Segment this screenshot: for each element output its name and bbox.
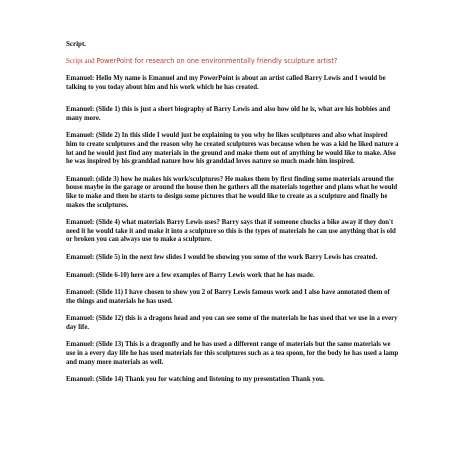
script-paragraph: Emanuel: (Slide 13) This is a dragonfly and he has used a different range of materials but the same materials we use in a every day life he has used materials for this sculptures such as a tea spoon, for the body he has used a lamp and many more materials as well. bbox=[66, 341, 399, 366]
script-paragraph: Emanuel: (slide 3) how he makes his work/sculptures? He makes them by first finding some materials around the house maybe in the garage or around the house then he gathers all the materials together and plans what he would like to make and then he starts to design some pictures that he would like to create as a sculpture and finally he makes the sculptures. bbox=[66, 175, 398, 209]
script-paragraph: Emanuel: (Slide 4) what materials Barry Lewis uses? Barry says that if someone chucks a bike away if they don't need it he would take it and make it into a sculpture so this is the types of materials he can use anything that is old or broken you can always use to make a sculpture. bbox=[66, 219, 396, 244]
script-paragraph: Emanuel: (Slide 12) this is a dragons head and you can see some of the materials he has used that we use in a every day life. bbox=[66, 315, 398, 331]
subtitle-plain-text: Script and bbox=[66, 57, 97, 65]
script-paragraph: Emanuel: (Slide 1) this is just a short biography of Barry Lewis and also how old he is, what are his hobbies and many more. bbox=[66, 106, 391, 122]
document-heading: Script. bbox=[66, 40, 87, 48]
script-paragraph: Emanuel: (Slide 11) I have chosen to show you 2 of Barry Lewis famous work and I also have annotated them of the things and materials he has used. bbox=[66, 289, 390, 305]
document-subtitle bbox=[66, 57, 356, 66]
script-paragraph: Emanuel: Hello My name is Emanuel and my PowerPoint is about an artist called Barry Lewis and I would be talking to you today about him and his work which he has created. bbox=[66, 75, 386, 91]
script-paragraph: Emanuel: (Slide 2) In this slide I would just be explaining to you why he likes sculptures and also what inspired him to create sculptures and the reason why he created sculptures was because when he was a kid he liked nature a lot and he would just find any materials in the ground and make them out of anything he would like to make. Also he was inspired by his granddad nature how his granddad loves nature so much made him inspired. bbox=[66, 132, 399, 166]
script-paragraph: Emanuel: (Slide 14) Thank you for watching and listening to my presentation Thank you. bbox=[66, 376, 325, 384]
subtitle-fancy-text: PowerPoint for research on one environmentally friendly sculpture artist? bbox=[96, 57, 338, 65]
script-paragraph: Emanuel: (Slide 6-10) here are a few examples of Barry Lewis work that he has made. bbox=[66, 271, 315, 279]
script-paragraph: Emanuel: (Slide 5) in the next few slides I would be showing you some of the work Barry Lewis has created. bbox=[66, 253, 378, 261]
